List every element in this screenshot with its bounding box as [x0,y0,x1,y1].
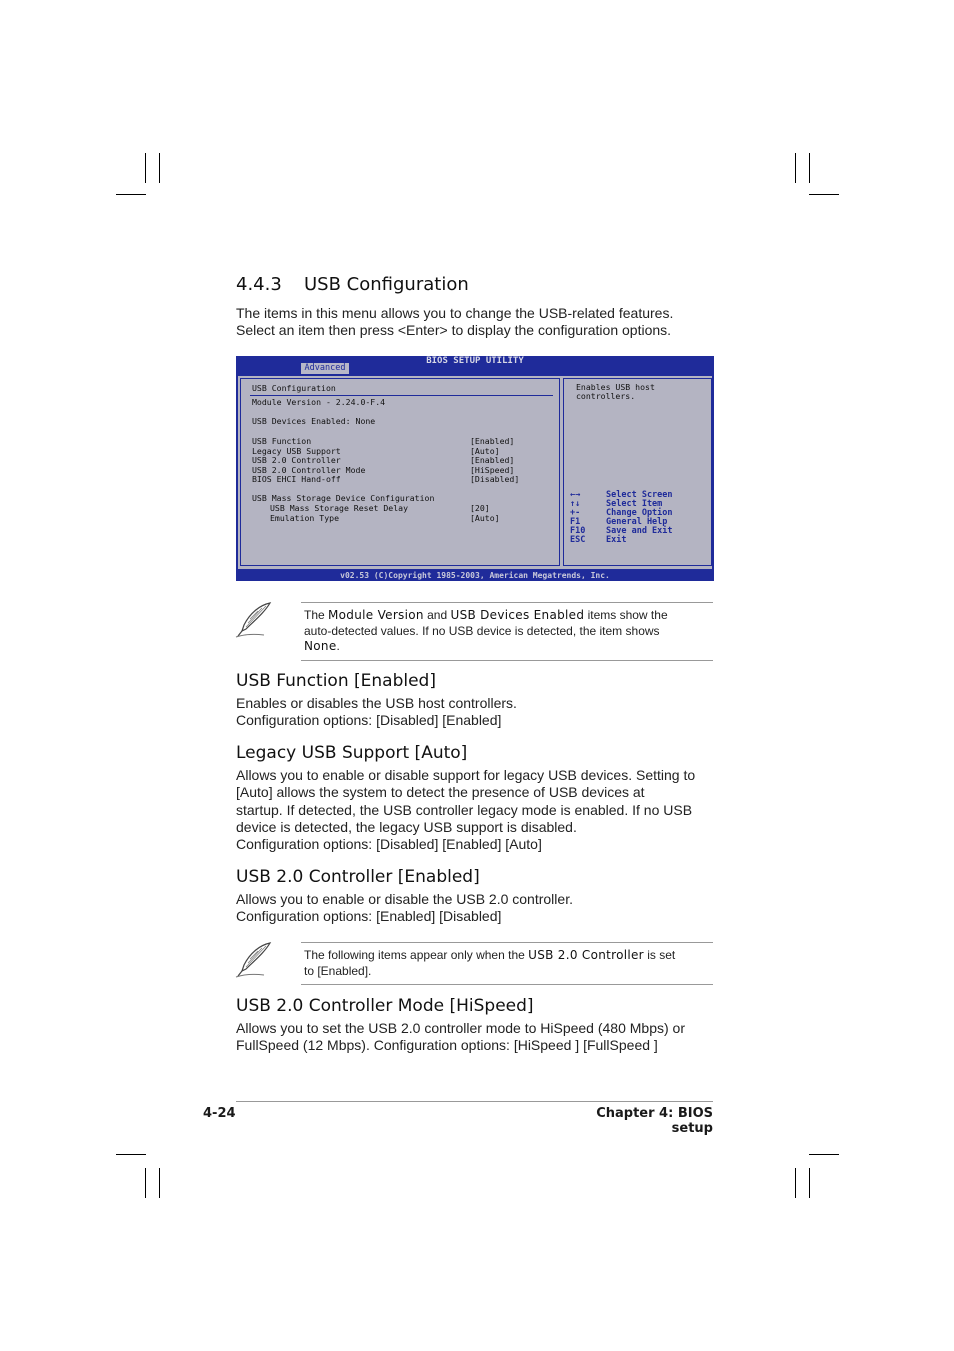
bios-item-emulation-type[interactable]: Emulation Type [270,513,340,523]
bios-divider [250,395,553,396]
crop-mark [809,1154,839,1155]
note-module-version [304,608,710,655]
heading-usb-function: USB Function [Enabled] [236,671,436,691]
crop-mark [145,153,146,183]
note-text: items show the [584,608,668,622]
bios-value[interactable]: [Auto] [470,445,500,456]
body-line: Configuration options: [Disabled] [Enabled] [236,712,502,729]
page-number: 4-24 [203,1106,236,1121]
note-rule [301,602,713,603]
legacy-usb-text [236,767,716,853]
body-line: startup. If detected, the USB controller legacy mode is enabled. If no USB [236,801,693,818]
bios-item-reset-delay[interactable]: USB Mass Storage Reset Delay [270,503,409,513]
bios-value[interactable]: [Auto] [470,513,500,523]
key-action: Change Option [606,508,673,518]
body-line: Allows you to enable or disable support for legacy USB devices. Setting to [236,767,696,783]
intro-line: The items in this menu allows you to change the USB-related features. [236,305,674,321]
key-arrows-ud: ↑↓ [570,499,581,509]
note-text: to [Enabled]. [304,963,372,978]
section-title [236,274,469,295]
bios-item-ehci-handoff[interactable]: BIOS EHCI Hand-off [252,474,341,484]
tab-advanced[interactable]: Advanced [301,363,349,374]
mass-storage-heading: USB Mass Storage Device Configuration [252,493,435,503]
key-plus-minus: +- [570,508,581,518]
key-action: Save and Exit [606,526,673,536]
crop-mark [145,1168,146,1198]
crop-mark [159,153,160,183]
key-action: Select Screen [606,490,673,500]
bios-copyright: v02.53 (C)Copyright 1985-2003, American Megatrends, Inc. [340,571,610,580]
crop-mark [116,194,146,195]
body-line: [Auto] allows the system to detect the presence of USB devices at [236,784,645,801]
crop-mark [795,1168,796,1198]
usb20-mode-text [236,1020,716,1055]
body-line: FullSpeed (12 Mbps). Configuration options: [HiSpeed ] [FullSpeed ] [236,1037,658,1054]
bios-value[interactable]: [Enabled] [470,436,515,446]
note-bold: USB Devices Enabled [450,608,585,622]
bios-panel [238,376,712,569]
bios-value[interactable]: [Disabled] [470,474,520,484]
help-text: Enables USB host [576,382,655,392]
section-name: USB Configuration [304,274,469,295]
key-action: Exit [606,535,627,545]
key-action: General Help [606,517,668,527]
bios-item-usb20-mode[interactable]: USB 2.0 Controller Mode [252,464,366,475]
section-number: 4.4.3 [236,274,282,295]
note-text: auto-detected values. If no USB device is detected, the item shows [304,623,660,638]
bios-item-usb-function[interactable]: USB Function [252,436,312,446]
intro-text [236,305,716,340]
body-line: Allows you to set the USB 2.0 controller mode to HiSpeed (480 Mbps) or [236,1020,685,1036]
bios-value[interactable]: [HiSpeed] [470,464,515,475]
bios-title: BIOS SETUP UTILITY [426,356,524,366]
note-bold: Module Version [328,608,424,622]
key-f1: F1 [570,517,581,527]
note-text: and [423,608,451,622]
key-esc: ESC [570,535,586,545]
note-rule [301,660,713,661]
intro-line: Select an item then press <Enter> to display the configuration options. [236,322,672,339]
key-arrows-lr: ←→ [570,490,581,500]
footer-rule [236,1101,713,1102]
body-line: Allows you to enable or disable the USB 2.0 controller. [236,891,573,907]
usb20-text [236,891,716,926]
crop-mark [795,153,796,183]
heading-usb20-controller: USB 2.0 Controller [Enabled] [236,867,480,887]
note-text: The [304,608,329,622]
chapter-title: Chapter 4: BIOS setup [596,1106,713,1136]
note-text: . [336,639,340,653]
help-text: controllers. [576,391,636,401]
note-rule [301,984,713,985]
crop-mark [159,1168,160,1198]
bios-heading: USB Configuration [252,383,336,393]
crop-mark [809,153,810,183]
bios-title-bar [236,356,714,375]
key-f10: F10 [570,526,586,536]
note-text: The following items appear only when the [304,948,529,962]
bios-value[interactable]: [Enabled] [470,455,515,465]
note-text: is set [643,948,676,962]
crop-mark [809,1168,810,1198]
module-version: Module Version - 2.24.0-F.4 [252,397,386,407]
body-line: Enables or disables the USB host controllers. [236,695,517,711]
heading-legacy-usb: Legacy USB Support [Auto] [236,743,468,763]
note-rule [301,942,713,943]
usb-devices-enabled: USB Devices Enabled: None [252,416,376,426]
body-line: Configuration options: [Disabled] [Enabled] [Auto] [236,836,542,853]
note-usb20 [304,948,710,979]
usb-function-text [236,695,716,730]
note-bold: USB 2.0 Controller [528,948,644,962]
key-action: Select Item [606,499,663,509]
pen-icon [234,599,274,639]
body-line: Configuration options: [Enabled] [Disabled] [236,908,502,925]
crop-mark [809,194,839,195]
body-line: device is detected, the legacy USB support is disabled. [236,818,577,835]
bios-screenshot [236,356,714,581]
pen-icon [234,939,274,979]
crop-mark [116,1154,146,1155]
bios-item-legacy-usb[interactable]: Legacy USB Support [252,445,341,456]
bios-item-usb20-controller[interactable]: USB 2.0 Controller [252,455,341,465]
heading-usb20-mode: USB 2.0 Controller Mode [HiSpeed] [236,996,534,1016]
bios-value[interactable]: [20] [470,503,490,513]
note-bold: None [304,639,337,653]
